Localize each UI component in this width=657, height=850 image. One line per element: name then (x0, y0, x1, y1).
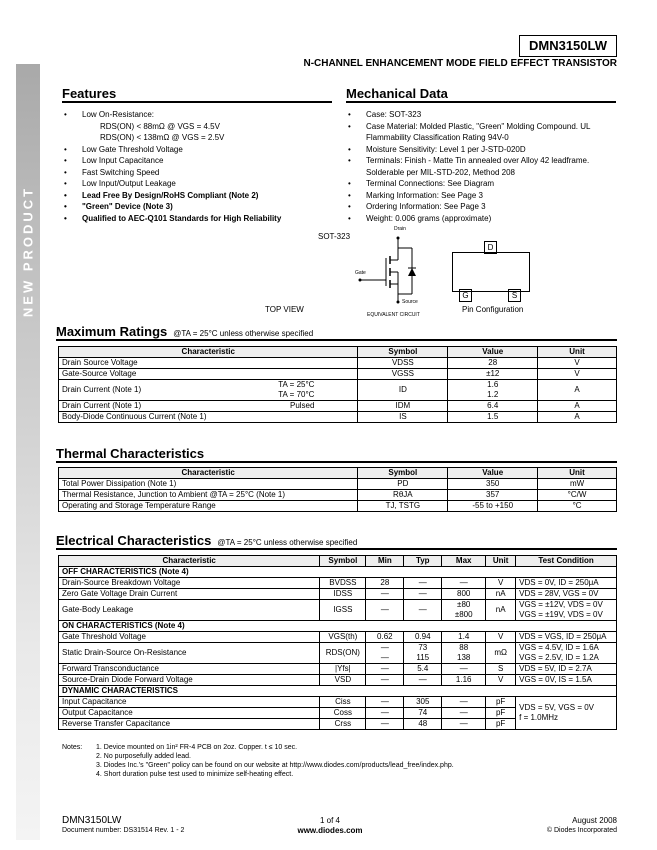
table-cell: A (538, 401, 617, 412)
footer-part: DMN3150LW (62, 815, 122, 826)
table-cell: Output Capacitance (59, 708, 320, 719)
table-cell: — (404, 600, 442, 621)
table-cell: VDS = 5V, VGS = 0V f = 1.0MHz (516, 697, 617, 730)
table-cell: 28 (366, 578, 404, 589)
mechanical-item: • Ordering Information: See Page 3 (346, 201, 616, 213)
table-cell: Forward Transconductance (59, 664, 320, 675)
table-cell: — (404, 675, 442, 686)
table-cell: 48 (404, 719, 442, 730)
table-cell: Thermal Resistance, Junction to Ambient @TA = 25°C (Note 1) (59, 490, 358, 501)
table-cell: A (538, 380, 617, 401)
table-cell: RθJA (358, 490, 448, 501)
table-row (59, 412, 617, 423)
notes-section (62, 743, 454, 779)
table-row (59, 675, 617, 686)
column-header: Characteristic (59, 468, 358, 479)
table-cell: VDSS (358, 358, 448, 369)
feature-item: • Fast Switching Speed (62, 167, 332, 179)
table-cell: IDSS (320, 589, 366, 600)
table-cell: ±80 ±800 (442, 600, 486, 621)
table-cell: Operating and Storage Temperature Range (59, 501, 358, 512)
table-cell: — (366, 600, 404, 621)
table-header-row (59, 347, 617, 358)
equivalent-circuit-label: EQUIVALENT CIRCUIT (367, 312, 420, 318)
group-label: DYNAMIC CHARACTERISTICS (59, 686, 617, 697)
table-row (59, 501, 617, 512)
table-cell: 1.5 (448, 412, 538, 423)
mechanical-item: • Weight: 0.006 grams (approximate) (346, 213, 616, 225)
table-row (59, 600, 617, 621)
note-item: 3. Diodes Inc.'s "Green" policy can be found on our website at http://www.diodes.com/products/lead_free/index.php. (96, 762, 454, 769)
table-cell: RDS(ON) (320, 643, 366, 664)
table-cell: VDS = VGS, ID = 250μA (516, 632, 617, 643)
table-row (59, 643, 617, 664)
table-cell: pF (486, 719, 516, 730)
table-cell: A (538, 412, 617, 423)
mechanical-item: • Case: SOT-323 (346, 109, 616, 121)
footer-date: August 2008 (572, 816, 617, 825)
column-header: Typ (404, 556, 442, 567)
table-cell: ±12 (448, 369, 538, 380)
top-view-label: TOP VIEW (265, 305, 304, 314)
table-cell (59, 412, 358, 423)
table-cell: 305 (404, 697, 442, 708)
table-row (59, 578, 617, 589)
table-cell: Gate Threshold Voltage (59, 632, 320, 643)
table-cell: — (442, 708, 486, 719)
max-ratings-heading: Maximum Ratings @TA = 25°C unless otherwise specified (56, 324, 617, 341)
table-cell: PD (358, 479, 448, 490)
table-cell: |Yfs| (320, 664, 366, 675)
feature-item: • Lead Free By Design/RoHS Compliant (Note 2) (62, 190, 332, 202)
package-label: SOT-323 (318, 232, 351, 241)
table-cell: Total Power Dissipation (Note 1) (59, 479, 358, 490)
pin-g: G (459, 289, 472, 302)
group-label: OFF CHARACTERISTICS (Note 4) (59, 567, 617, 578)
table-cell: — (442, 664, 486, 675)
table-cell: TJ, TSTG (358, 501, 448, 512)
table-cell: nA (486, 589, 516, 600)
table-cell: Coss (320, 708, 366, 719)
table-cell: IGSS (320, 600, 366, 621)
package-outline (452, 252, 530, 292)
thermal-table (58, 467, 617, 512)
footer-website[interactable]: www.diodes.com (297, 826, 363, 835)
column-header: Test Condition (516, 556, 617, 567)
table-cell: VGS = 0V, IS = 1.5A (516, 675, 617, 686)
table-cell: mW (538, 479, 617, 490)
condition-text: Pulsed (289, 401, 315, 410)
column-header: Symbol (358, 468, 448, 479)
table-cell: °C (538, 501, 617, 512)
table-cell: IS (358, 412, 448, 423)
table-cell: — (404, 589, 442, 600)
table-cell: — (442, 719, 486, 730)
table-cell: Drain-Source Breakdown Voltage (59, 578, 320, 589)
table-cell: 350 (448, 479, 538, 490)
table-cell (59, 369, 358, 380)
column-header: Characteristic (59, 556, 320, 567)
table-cell: — (366, 675, 404, 686)
table-cell: VDS = 5V, ID = 2.7A (516, 664, 617, 675)
table-cell: Reverse Transfer Capacitance (59, 719, 320, 730)
table-cell: -55 to +150 (448, 501, 538, 512)
mechanical-item: • Terminals: Finish - Matte Tin annealed over Alloy 42 leadframe. Solderable per MIL-STD-202, Method 208 (346, 155, 616, 178)
thermal-heading: Thermal Characteristics (56, 446, 617, 463)
source-label: Source (402, 299, 418, 305)
condition-text: TA = 25°C TA = 70°C (278, 380, 315, 399)
column-header: Unit (538, 347, 617, 358)
table-cell: Gate-Body Leakage (59, 600, 320, 621)
features-heading: Features (62, 86, 332, 103)
table-cell: 74 (404, 708, 442, 719)
table-cell: Input Capacitance (59, 697, 320, 708)
note-item: 2. No purposefully added lead. (96, 753, 191, 760)
table-cell: 357 (448, 490, 538, 501)
table-row (59, 401, 617, 412)
table-cell: VGSS (358, 369, 448, 380)
table-row (59, 664, 617, 675)
side-banner-text: NEW PRODUCT (20, 185, 36, 318)
characteristic-text: Gate-Source Voltage (62, 369, 137, 378)
pin-configuration-label: Pin Configuration (462, 305, 524, 314)
table-cell: Static Drain-Source On-Resistance (59, 643, 320, 664)
characteristic-text: Drain Current (Note 1) (62, 401, 142, 410)
new-product-banner (16, 64, 40, 840)
notes-list (96, 743, 454, 779)
table-cell: V (486, 675, 516, 686)
pin-s: S (508, 289, 521, 302)
table-cell: 5.4 (404, 664, 442, 675)
column-header: Value (448, 468, 538, 479)
column-header: Symbol (358, 347, 448, 358)
footer-page: 1 of 4 (319, 816, 340, 825)
column-header: Symbol (320, 556, 366, 567)
feature-item: RDS(ON) < 138mΩ @ VGS = 2.5V (100, 133, 225, 142)
table-cell: 28 (448, 358, 538, 369)
drain-label: Drain (394, 226, 406, 232)
column-header: Min (366, 556, 404, 567)
column-header: Unit (538, 468, 617, 479)
group-row (59, 621, 617, 632)
column-header: Unit (486, 556, 516, 567)
table-cell: — (366, 697, 404, 708)
table-cell: Zero Gate Voltage Drain Current (59, 589, 320, 600)
table-cell: mΩ (486, 643, 516, 664)
gate-label: Gate (355, 270, 366, 276)
table-cell (59, 380, 358, 401)
column-header: Characteristic (59, 347, 358, 358)
table-cell: — (442, 697, 486, 708)
mechanical-item: • Terminal Connections: See Diagram (346, 178, 616, 190)
column-header: Max (442, 556, 486, 567)
table-cell: — (366, 708, 404, 719)
footer-copyright: © Diodes Incorporated (546, 827, 617, 834)
table-row (59, 358, 617, 369)
table-cell: ID (358, 380, 448, 401)
electrical-table (58, 555, 617, 730)
table-cell: IDM (358, 401, 448, 412)
characteristic-text: Body-Diode Continuous Current (Note 1) (62, 412, 207, 421)
table-cell: 1.6 1.2 (448, 380, 538, 401)
table-cell: VGS = 4.5V, ID = 1.6A VGS = 2.5V, ID = 1.2A (516, 643, 617, 664)
table-cell: Ciss (320, 697, 366, 708)
table-cell: Source-Drain Diode Forward Voltage (59, 675, 320, 686)
max-ratings-table (58, 346, 617, 423)
feature-item: • "Green" Device (Note 3) (62, 201, 332, 213)
table-cell: °C/W (538, 490, 617, 501)
mechanical-item: • Marking Information: See Page 3 (346, 190, 616, 202)
pin-d: D (484, 241, 497, 254)
electrical-heading: Electrical Characteristics @TA = 25°C unless otherwise specified (56, 533, 617, 550)
group-row (59, 567, 617, 578)
group-row (59, 686, 617, 697)
table-cell: V (538, 369, 617, 380)
feature-item: • Low Input/Output Leakage (62, 178, 332, 190)
table-row (59, 479, 617, 490)
table-cell: pF (486, 708, 516, 719)
table-row (59, 589, 617, 600)
table-cell (59, 358, 358, 369)
note-item: 4. Short duration pulse test used to minimize self-heating effect. (96, 771, 294, 778)
table-row (59, 369, 617, 380)
table-cell: — (366, 719, 404, 730)
table-cell: 1.16 (442, 675, 486, 686)
mechanical-list (346, 109, 616, 224)
table-cell: VDS = 0V, ID = 250μA (516, 578, 617, 589)
table-header-row (59, 468, 617, 479)
table-header-row (59, 556, 617, 567)
table-cell: VGS(th) (320, 632, 366, 643)
table-row (59, 697, 617, 708)
part-number-box: DMN3150LW (519, 35, 617, 57)
feature-item: • Low Input Capacitance (62, 155, 332, 167)
note-item: 1. Device mounted on 1in² FR-4 PCB on 2oz. Copper. t ≤ 10 sec. (96, 744, 298, 751)
table-row (59, 490, 617, 501)
table-cell: 800 (442, 589, 486, 600)
characteristic-text: Drain Source Voltage (62, 358, 138, 367)
table-cell: — (366, 589, 404, 600)
table-cell: Crss (320, 719, 366, 730)
table-cell: VDS = 28V, VGS = 0V (516, 589, 617, 600)
mechanical-item: • Case Material: Molded Plastic, "Green" Molding Compound. UL Flammability Classification Rating 94V-0 (346, 121, 616, 144)
mechanical-heading: Mechanical Data (346, 86, 616, 103)
document-subtitle: N-CHANNEL ENHANCEMENT MODE FIELD EFFECT TRANSISTOR (303, 58, 617, 69)
feature-item: RDS(ON) < 88mΩ @ VGS = 4.5V (100, 121, 220, 131)
table-cell: V (486, 578, 516, 589)
table-cell: V (538, 358, 617, 369)
column-header: Value (448, 347, 538, 358)
table-cell: — — (366, 643, 404, 664)
table-cell: BVDSS (320, 578, 366, 589)
table-cell: 0.62 (366, 632, 404, 643)
mechanical-item: • Moisture Sensitivity: Level 1 per J-STD-020D (346, 144, 616, 156)
table-cell: 73 115 (404, 643, 442, 664)
table-cell: 88 138 (442, 643, 486, 664)
table-cell: 0.94 (404, 632, 442, 643)
table-cell: VGS = ±12V, VDS = 0V VGS = ±19V, VDS = 0V (516, 600, 617, 621)
table-row (59, 632, 617, 643)
table-cell: 1.4 (442, 632, 486, 643)
table-row (59, 380, 617, 401)
table-cell (59, 401, 358, 412)
feature-item: • Low On-Resistance: (62, 109, 332, 121)
table-cell: pF (486, 697, 516, 708)
characteristic-text: Drain Current (Note 1) (62, 385, 142, 394)
table-cell: nA (486, 600, 516, 621)
feature-item: • Low Gate Threshold Voltage (62, 144, 332, 156)
feature-item: • Qualified to AEC-Q101 Standards for High Reliability (62, 213, 332, 225)
table-cell: S (486, 664, 516, 675)
features-list (62, 109, 332, 224)
table-cell: VSD (320, 675, 366, 686)
table-cell: — (442, 578, 486, 589)
footer-doc-number: Document number: DS31514 Rev. 1 - 2 (62, 827, 185, 834)
table-cell: 6.4 (448, 401, 538, 412)
notes-label: Notes: (62, 744, 83, 751)
table-cell: — (404, 578, 442, 589)
table-cell: — (366, 664, 404, 675)
group-label: ON CHARACTERISTICS (Note 4) (59, 621, 617, 632)
table-cell: V (486, 632, 516, 643)
